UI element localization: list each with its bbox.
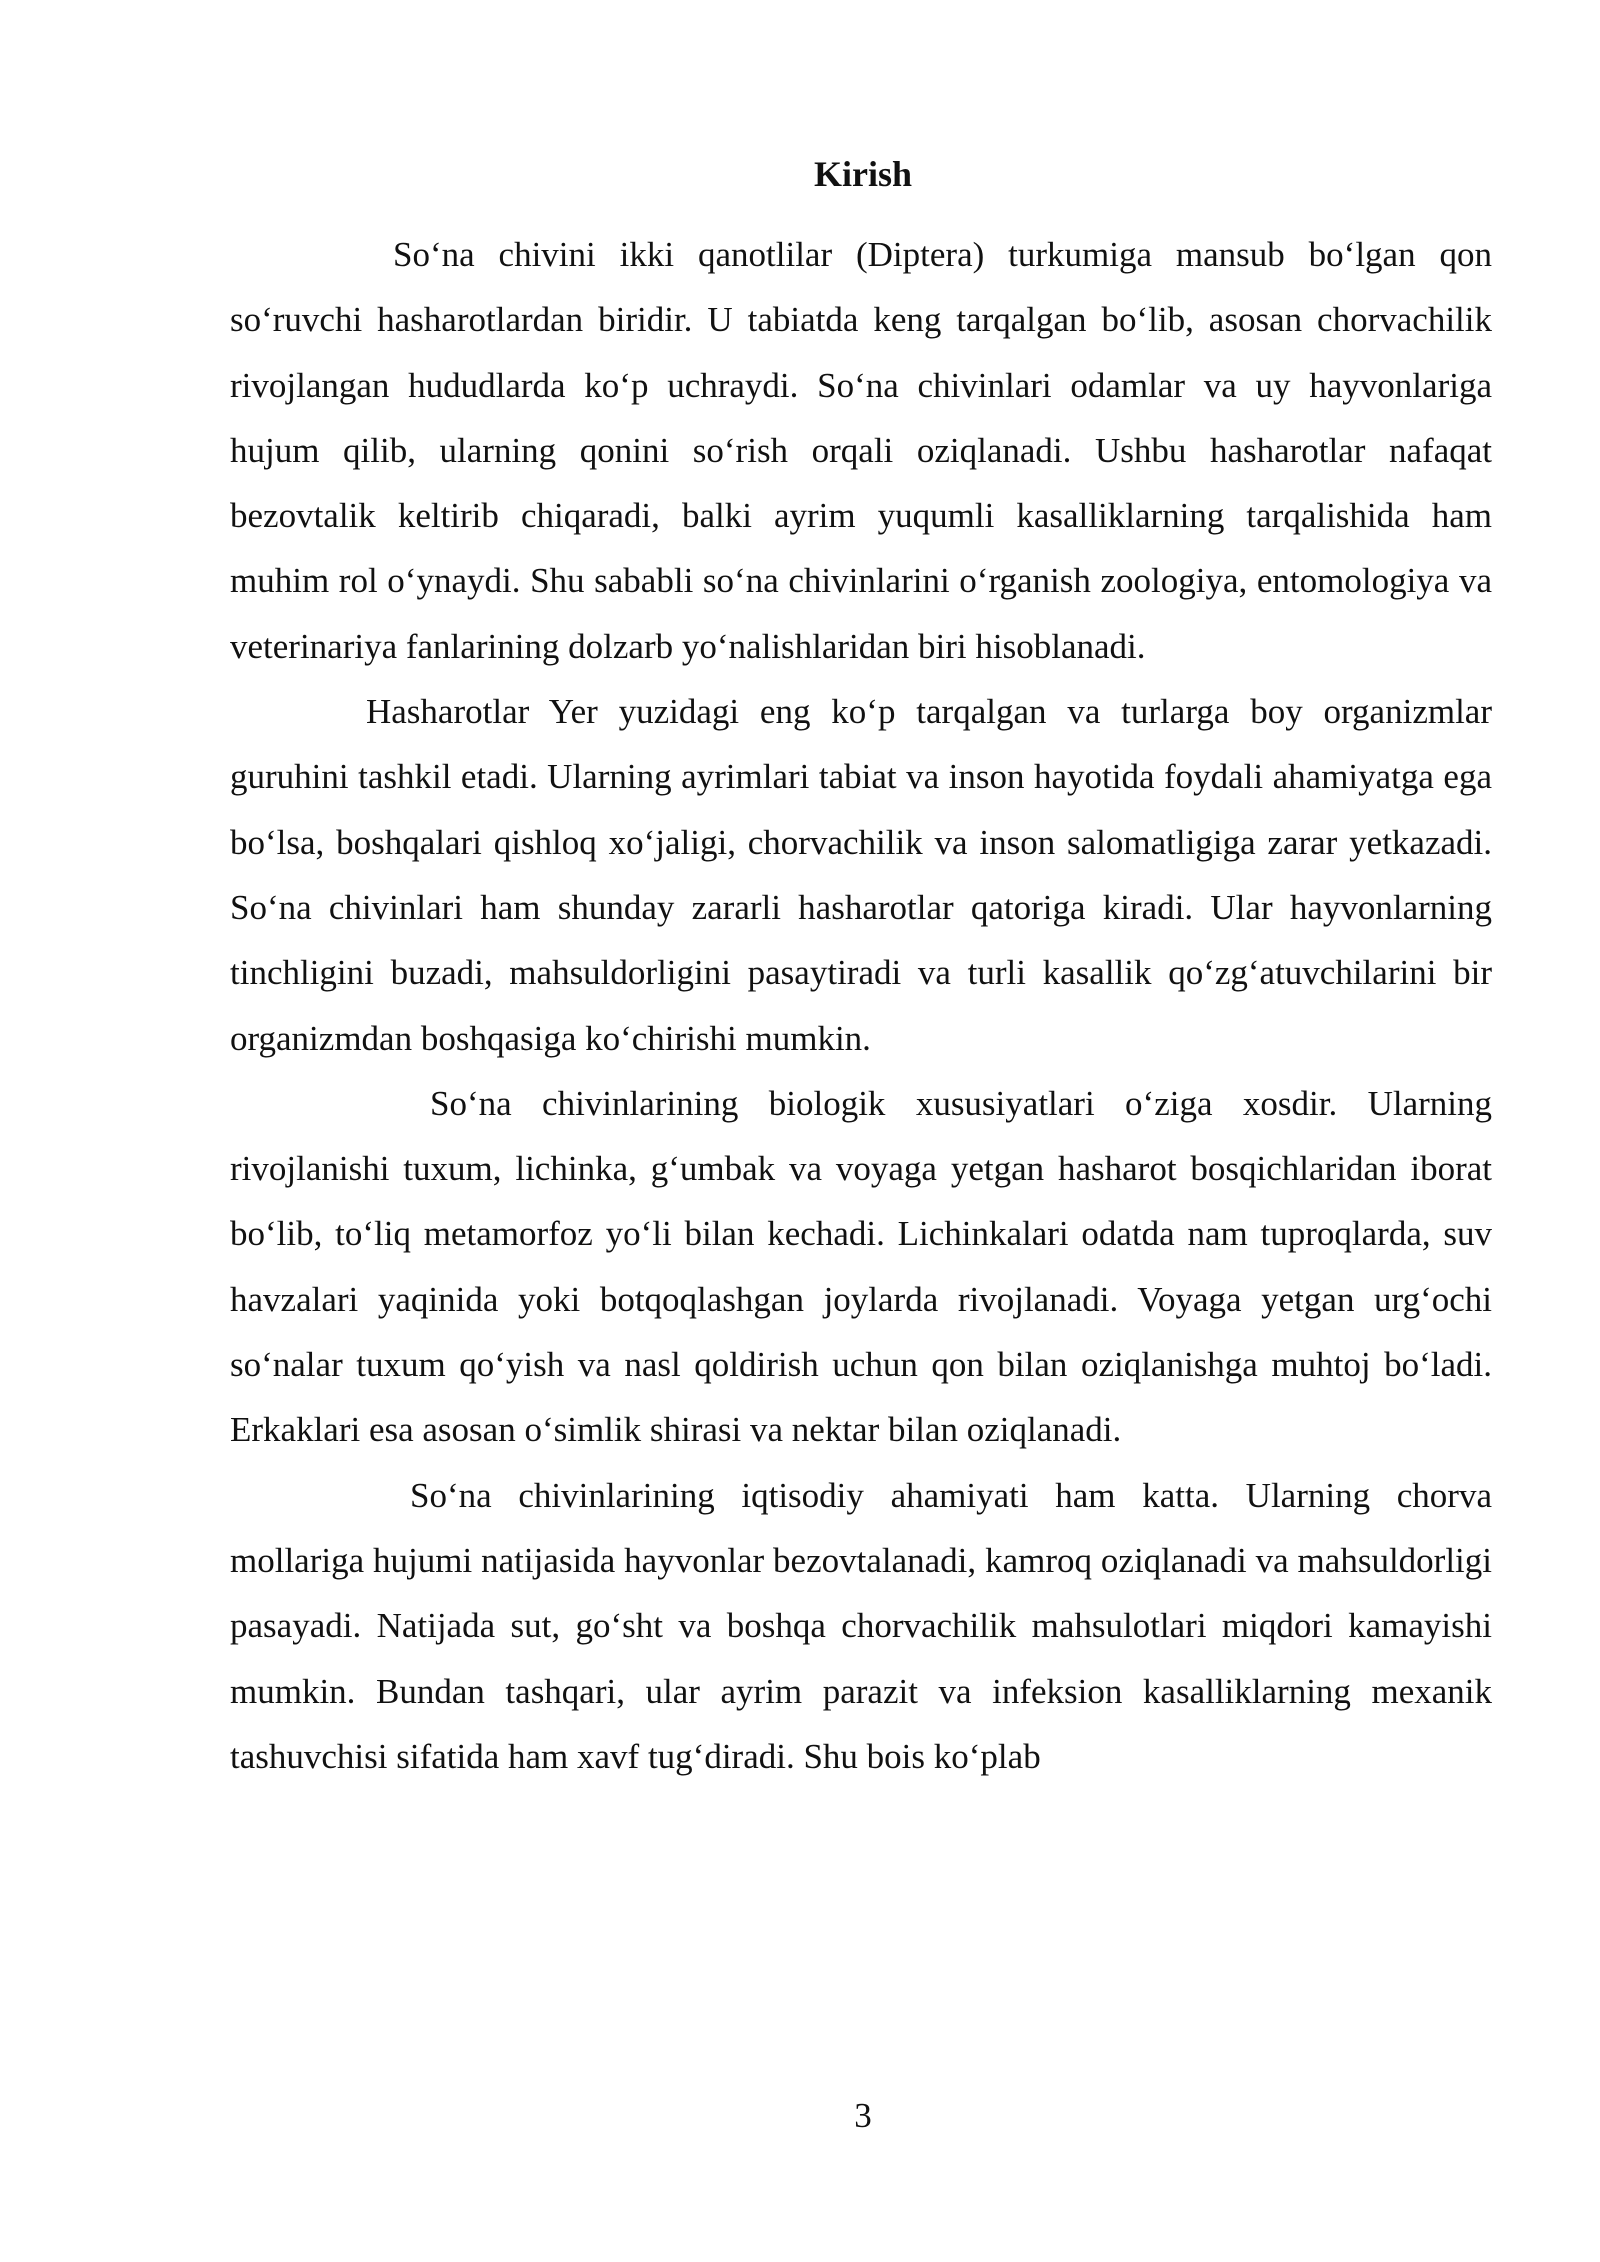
section-heading: Kirish <box>813 154 912 194</box>
paragraph-4: So‘na chivinlarining iqtisodiy ahamiyati ham katta. Ularning chorva mollariga hujumi natijasida hayvonlar bezovtalanadi, kamroq oziqlanadi va mahsuldorligi pasayadi. Natijada sut, go‘sht va boshqa chorvachilik mahsulotlari miqdori kamayishi mumkin. Bundan tashqari, ular ayrim parazit va infeksion kasalliklarning mexanik tashuvchisi sifatida ham xavf tug‘diradi. Shu bois ko‘plab <box>230 1475 1492 1776</box>
page-number: 3 <box>854 2096 872 2135</box>
paragraph-3: So‘na chivinlarining biologik xususiyatlari o‘ziga xosdir. Ularning rivojlanishi tuxum, lichinka, g‘umbak va voyaga yetgan hasharot bosqichlaridan iborat bo‘lib, to‘liq metamorfoz yo‘li bilan kechadi. Lichinkalari odatda nam tuproqlarda, suv havzalari yaqinida yoki botqoqlashgan joylarda rivojlanadi. Voyaga yetgan urg‘ochi so‘nalar tuxum qo‘yish va nasl qoldirish uchun qon bilan oziqlanishga muhtoj bo‘ladi. Erkaklari esa asosan o‘simlik shirasi va nektar bilan oziqlanadi. <box>230 1083 1492 1450</box>
body-text <box>230 222 1492 1789</box>
paragraph-1: So‘na chivini ikki qanotlilar (Diptera) turkumiga mansub bo‘lgan qon so‘ruvchi hasharotlardan biridir. U tabiatda keng tarqalgan bo‘lib, asosan chorvachilik rivojlangan hududlarda ko‘p uchraydi. So‘na chivinlari odamlar va uy hayvonlariga hujum qilib, ularning qonini so‘rish orqali oziqlanadi. Ushbu hasharotlar nafaqat bezovtalik keltirib chiqaradi, balki ayrim yuqumli kasalliklarning tarqalishida ham muhim rol o‘ynaydi. Shu sababli so‘na chivinlarini o‘rganish zoologiya, entomologiya va veterinariya fanlarining dolzarb yo‘nalishlaridan biri hisoblanadi. <box>230 235 1492 666</box>
paragraph-2: Hasharotlar Yer yuzidagi eng ko‘p tarqalgan va turlarga boy organizmlar guruhini tashkil etadi. Ularning ayrimlari tabiat va inson hayotida foydali ahamiyatga ega bo‘lsa, boshqalari qishloq xo‘jaligi, chorvachilik va inson salomatligiga zarar yetkazadi. So‘na chivinlari ham shunday zararli hasharotlar qatoriga kiradi. Ular hayvonlarning tinchligini buzadi, mahsuldorligini pasaytiradi va turli kasallik qo‘zg‘atuvchilarini bir organizmdan boshqasiga ko‘chirishi mumkin. <box>230 692 1492 1058</box>
